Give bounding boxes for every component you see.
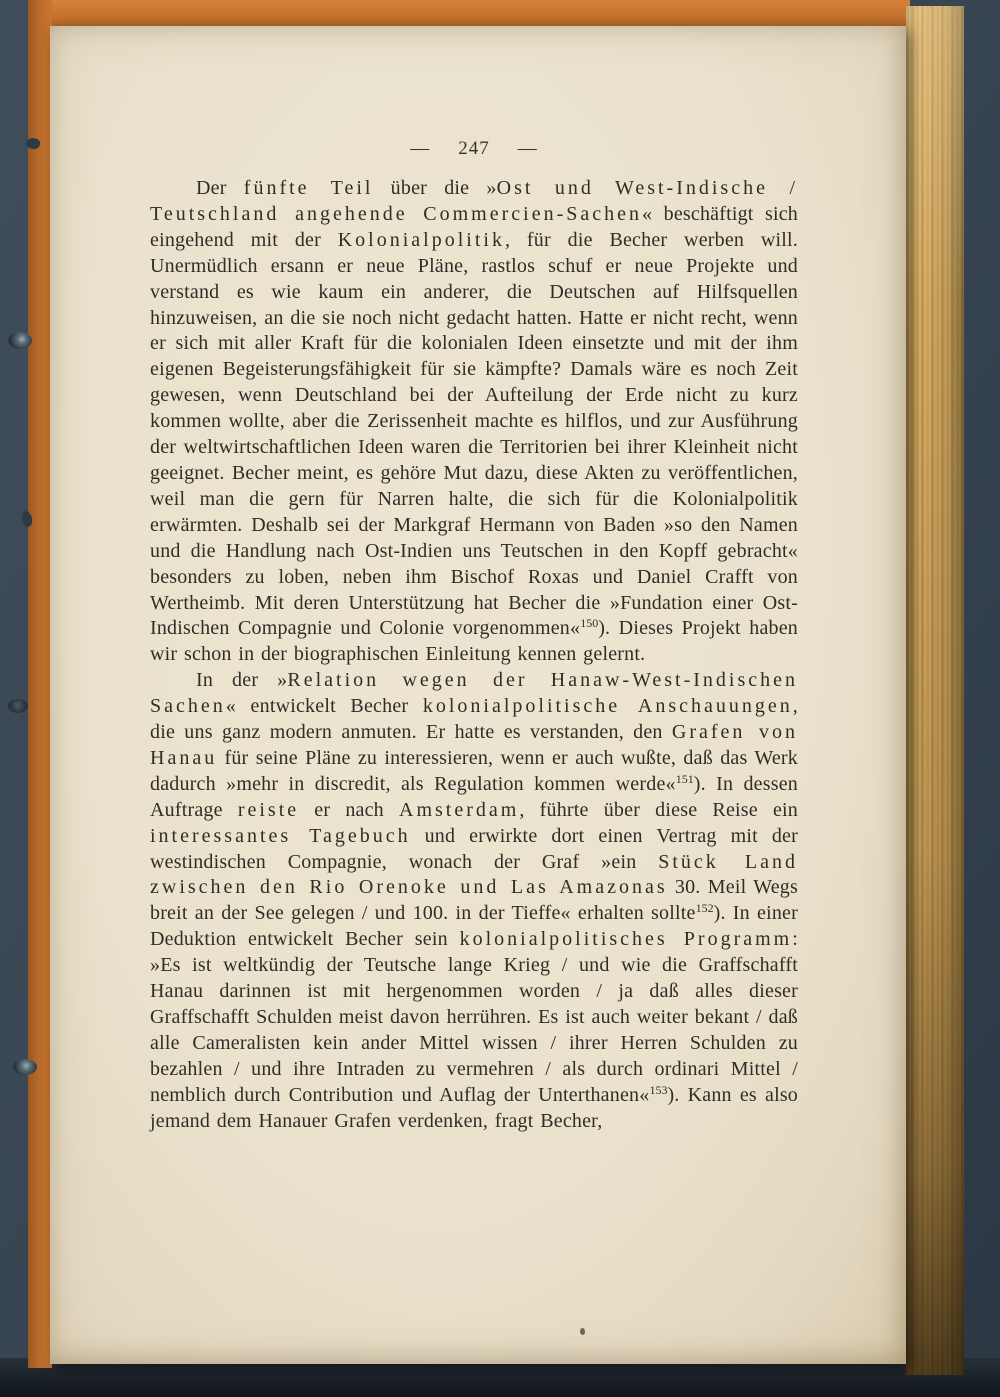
text-segment: , führte über diese Reise ein: [519, 798, 798, 821]
paragraph: [150, 668, 798, 1134]
letterspaced-text: interessantes Tagebuch: [150, 824, 411, 847]
letterspaced-text: Grafen von Hanau: [150, 721, 798, 769]
letterspaced-text: fünfte Teil: [243, 177, 374, 199]
text-body: [150, 176, 798, 1135]
text-segment: ). In einer Deduktion entwickelt Becher sein: [150, 902, 798, 951]
text-segment: « entwickelt Becher: [225, 695, 423, 718]
text-segment: , die uns ganz modern anmuten. Er hatte es verstanden, den: [150, 695, 798, 744]
letterspaced-text: kolonialpolitische Anschauungen: [422, 695, 793, 718]
footnote-ref: 150: [580, 616, 599, 631]
paragraph: [150, 176, 798, 668]
footnote-ref: 151: [675, 771, 694, 786]
text-segment: , für die Becher werben will. Unermüdlich ersann er neue Pläne, rastlos schuf er neue Projekte und verstand es wie kaum ein anderer, die Deutschen auf Hilfsquellen hinzuweisen, an die sie noch nicht gedacht hatten. Hatte er nicht recht, wenn er sich mit aller Kraft für die kolonialen Ideen einsetzte und mit der ihm eigenen Begeisterungsfähigkeit für sie kämpfte? Damals wäre es noch Zeit gewesen, wenn Deutschland bei der Aufteilung der Erde nicht zu kurz kommen wollte, aber die Zerissenheit machte es hilflos, und zur Ausführung der weltwirtschaftlichen Ideen waren die Territorien bei ihrer Kleinheit nicht geeignet. Becher meint, es gehöre Mut dazu, diese Akten zu veröffentlichen, weil man die gern für Narren halte, die sich für die Kolonialpolitik erwärmten. Deshalb sei der Markgraf Hermann von Baden »so den Namen und die Handlung nach Ost-Indien uns Teutschen in den Kopff gebracht« besonders zu loben, neben ihm Bischof Roxas und Daniel Crafft von Wertheimb. Mit deren Unterstützung hat Becher die »Fundation einer Ost-Indischen Compagnie und Colonie vorgenommen«: [150, 228, 798, 640]
letterspaced-text: Amsterdam: [399, 798, 520, 821]
text-segment: « beschäftigt sich eingehend mit der: [150, 202, 798, 251]
text-segment: er nach: [299, 798, 399, 821]
footnote-ref: 153: [649, 1082, 668, 1097]
text-segment: für seine Pläne zu interessieren, wenn er auch wußte, daß das Werk dadurch »mehr in discredit, als Regulation kommen werde«: [150, 746, 798, 795]
text-segment: und erwirkte dort einen Vertrag mit der westindischen Compagnie, wonach der Graf »ein: [150, 824, 798, 873]
letterspaced-text: Stück Land zwischen den Rio Orenoke und Las Amazonas: [150, 850, 799, 899]
text-segment: über die »: [373, 177, 497, 199]
page-number-value: 247: [458, 138, 490, 159]
text-segment: 30. Meil Wegs breit an der See gelegen / und 100. in der Tieffe« erhalten sollte: [150, 876, 798, 925]
footnote-ref: 152: [695, 901, 714, 916]
binding-hole: [8, 699, 28, 713]
fore-edge-page-stack: [906, 6, 964, 1375]
letterspaced-text: reiste: [237, 798, 300, 821]
book-edge-left: [28, 0, 52, 1368]
page-number: [150, 138, 798, 160]
letterspaced-text: Kolonialpolitik: [337, 228, 505, 251]
page-speck: [580, 1328, 585, 1335]
page-number-dash-left: —: [410, 138, 431, 159]
binding-hole: [8, 332, 32, 349]
text-segment: ). Kann es also jemand dem Hanauer Grafen verdenken, fragt Becher,: [150, 1083, 799, 1132]
letterspaced-text: kolonialpolitisches Programm: [459, 928, 793, 951]
text-segment: ). In dessen Auftrage: [150, 772, 798, 821]
letterspaced-text: Ost und West-Indische / Teutschland angehende Commercien-Sachen: [150, 177, 799, 225]
text-segment: : »Es ist weltkündig der Teutsche lange Krieg / und wie die Graffschafft Hanau darinnen ist mit hergenommen worden / ja daß alles dieser Graffschafft Schulden meist davon herrühren. Es ist auch weiter bekant / daß alle Cameralisten kein ander Mittel wissen / ihrer Herren Schulden zu bezahlen / und ihre Intraden zu vermehren / als durch ordinari Mittel / nemblich durch Contribution und Auflag der Unterthanen«: [150, 928, 799, 1106]
binding-hole: [13, 1059, 37, 1075]
page-number-dash-right: —: [517, 138, 538, 159]
text-segment: Der: [196, 177, 244, 199]
book-page: [50, 26, 906, 1364]
letterspaced-text: Relation wegen der Hanaw-West-Indischen Sachen: [150, 669, 798, 718]
text-segment: ). Dieses Projekt haben wir schon in der biographischen Einleitung kennen gelernt.: [150, 617, 798, 666]
text-segment: In der »: [196, 669, 288, 692]
